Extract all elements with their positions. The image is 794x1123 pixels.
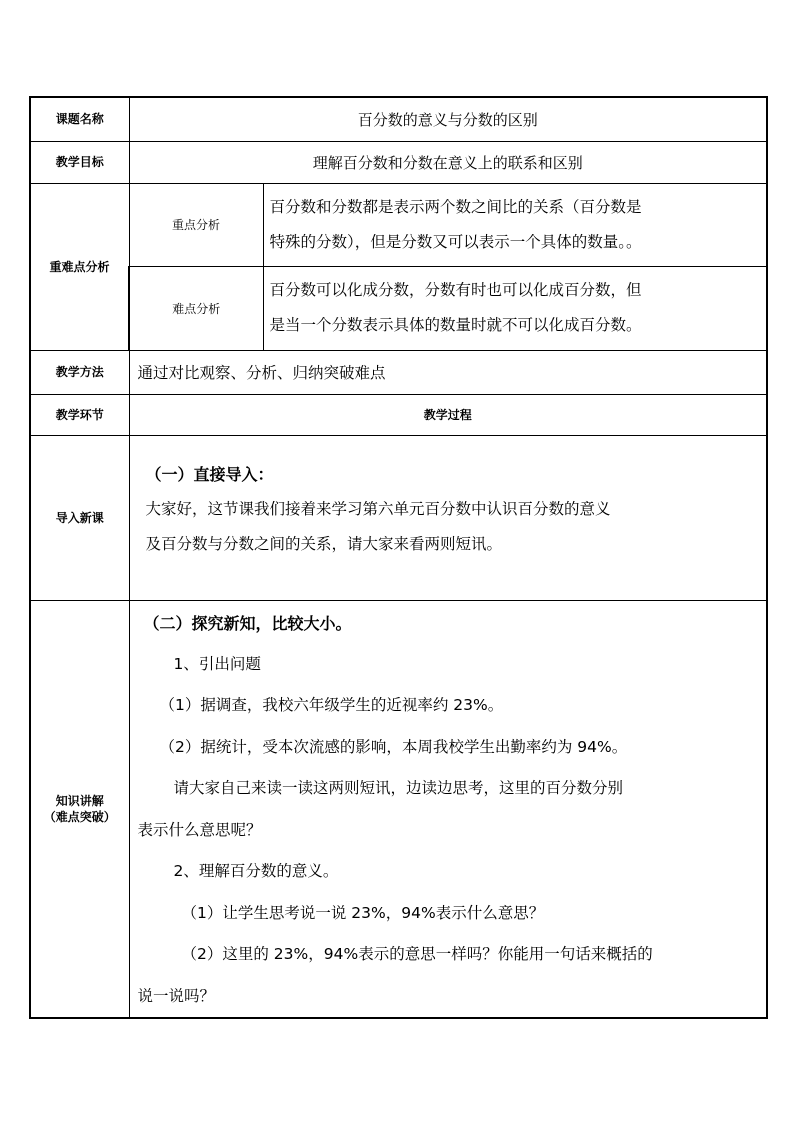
knowledge-line: （1）让学生思考说一说 23%，94%表示什么意思？ bbox=[181, 903, 545, 922]
hard-analysis-line: 是当一个分数表示具体的数量时就不可以化成百分数。 bbox=[269, 316, 642, 334]
goal-label: 教学目标 bbox=[30, 141, 129, 183]
intro-line: 大家好，这节课我们接着来学习第六单元百分数中认识百分数的意义 bbox=[145, 499, 611, 518]
knowledge-heading: （二）探究新知，比较大小。 bbox=[143, 613, 352, 633]
knowledge-line: 1、引出问题 bbox=[173, 654, 261, 673]
row-hard-analysis bbox=[30, 266, 767, 350]
intro-heading: （一）直接导入： bbox=[145, 464, 274, 484]
knowledge-line: 2、理解百分数的意义。 bbox=[173, 862, 339, 880]
knowledge-label-line: 知识讲解 bbox=[55, 793, 104, 808]
intro-line: 及百分数与分数之间的关系，请大家来看两则短讯。 bbox=[145, 534, 503, 553]
row-title bbox=[30, 97, 767, 141]
hard-analysis-label: 难点分析 bbox=[129, 266, 263, 350]
hard-analysis-line: 百分数可以化成分数，分数有时也可以化成百分数，但 bbox=[269, 281, 642, 299]
row-intro bbox=[30, 435, 767, 600]
hard-analysis-text bbox=[263, 266, 767, 350]
row-knowledge bbox=[30, 600, 767, 1018]
intro-label: 导入新课 bbox=[30, 435, 129, 600]
row-process-header bbox=[30, 394, 767, 435]
intro-content bbox=[129, 435, 767, 600]
lesson-plan-table bbox=[29, 96, 768, 1019]
row-goal bbox=[30, 141, 767, 183]
method-label: 教学方法 bbox=[30, 350, 129, 394]
key-analysis-label: 重点分析 bbox=[129, 183, 263, 266]
method-value: 通过对比观察、分析、归纳突破难点 bbox=[129, 350, 767, 394]
knowledge-line: （2）这里的 23%，94%表示的意思一样吗？你能用一句话来概括的 bbox=[181, 945, 653, 963]
key-analysis-line: 特殊的分数），但是分数又可以表示一个具体的数量。。 bbox=[269, 232, 642, 251]
knowledge-content bbox=[129, 600, 767, 1018]
key-analysis-text bbox=[263, 183, 767, 266]
knowledge-line: （1）据调查，我校六年级学生的近视率约 23%。 bbox=[159, 696, 504, 714]
knowledge-line: 说一说吗？ bbox=[137, 986, 216, 1005]
knowledge-line: （2）据统计，受本次流感的影响，本周我校学生出勤率约为 94%。 bbox=[159, 737, 628, 756]
knowledge-line: 请大家自己来读一读这两则短讯，边读边思考，这里的百分数分别 bbox=[173, 779, 624, 797]
knowledge-label bbox=[30, 600, 129, 1018]
key-analysis-line: 百分数和分数都是表示两个数之间比的关系（百分数是 bbox=[269, 197, 642, 216]
knowledge-line: 表示什么意思呢？ bbox=[137, 820, 262, 839]
process-label: 教学环节 bbox=[30, 394, 129, 435]
goal-value: 理解百分数和分数在意义上的联系和区别 bbox=[129, 141, 767, 183]
title-label: 课题名称 bbox=[30, 97, 129, 141]
row-key-analysis bbox=[30, 183, 767, 266]
process-value: 教学过程 bbox=[129, 394, 767, 435]
knowledge-label-line: （难点突破） bbox=[43, 809, 116, 824]
row-method bbox=[30, 350, 767, 394]
analysis-label: 重难点分析 bbox=[30, 183, 129, 350]
title-value: 百分数的意义与分数的区别 bbox=[129, 97, 767, 141]
